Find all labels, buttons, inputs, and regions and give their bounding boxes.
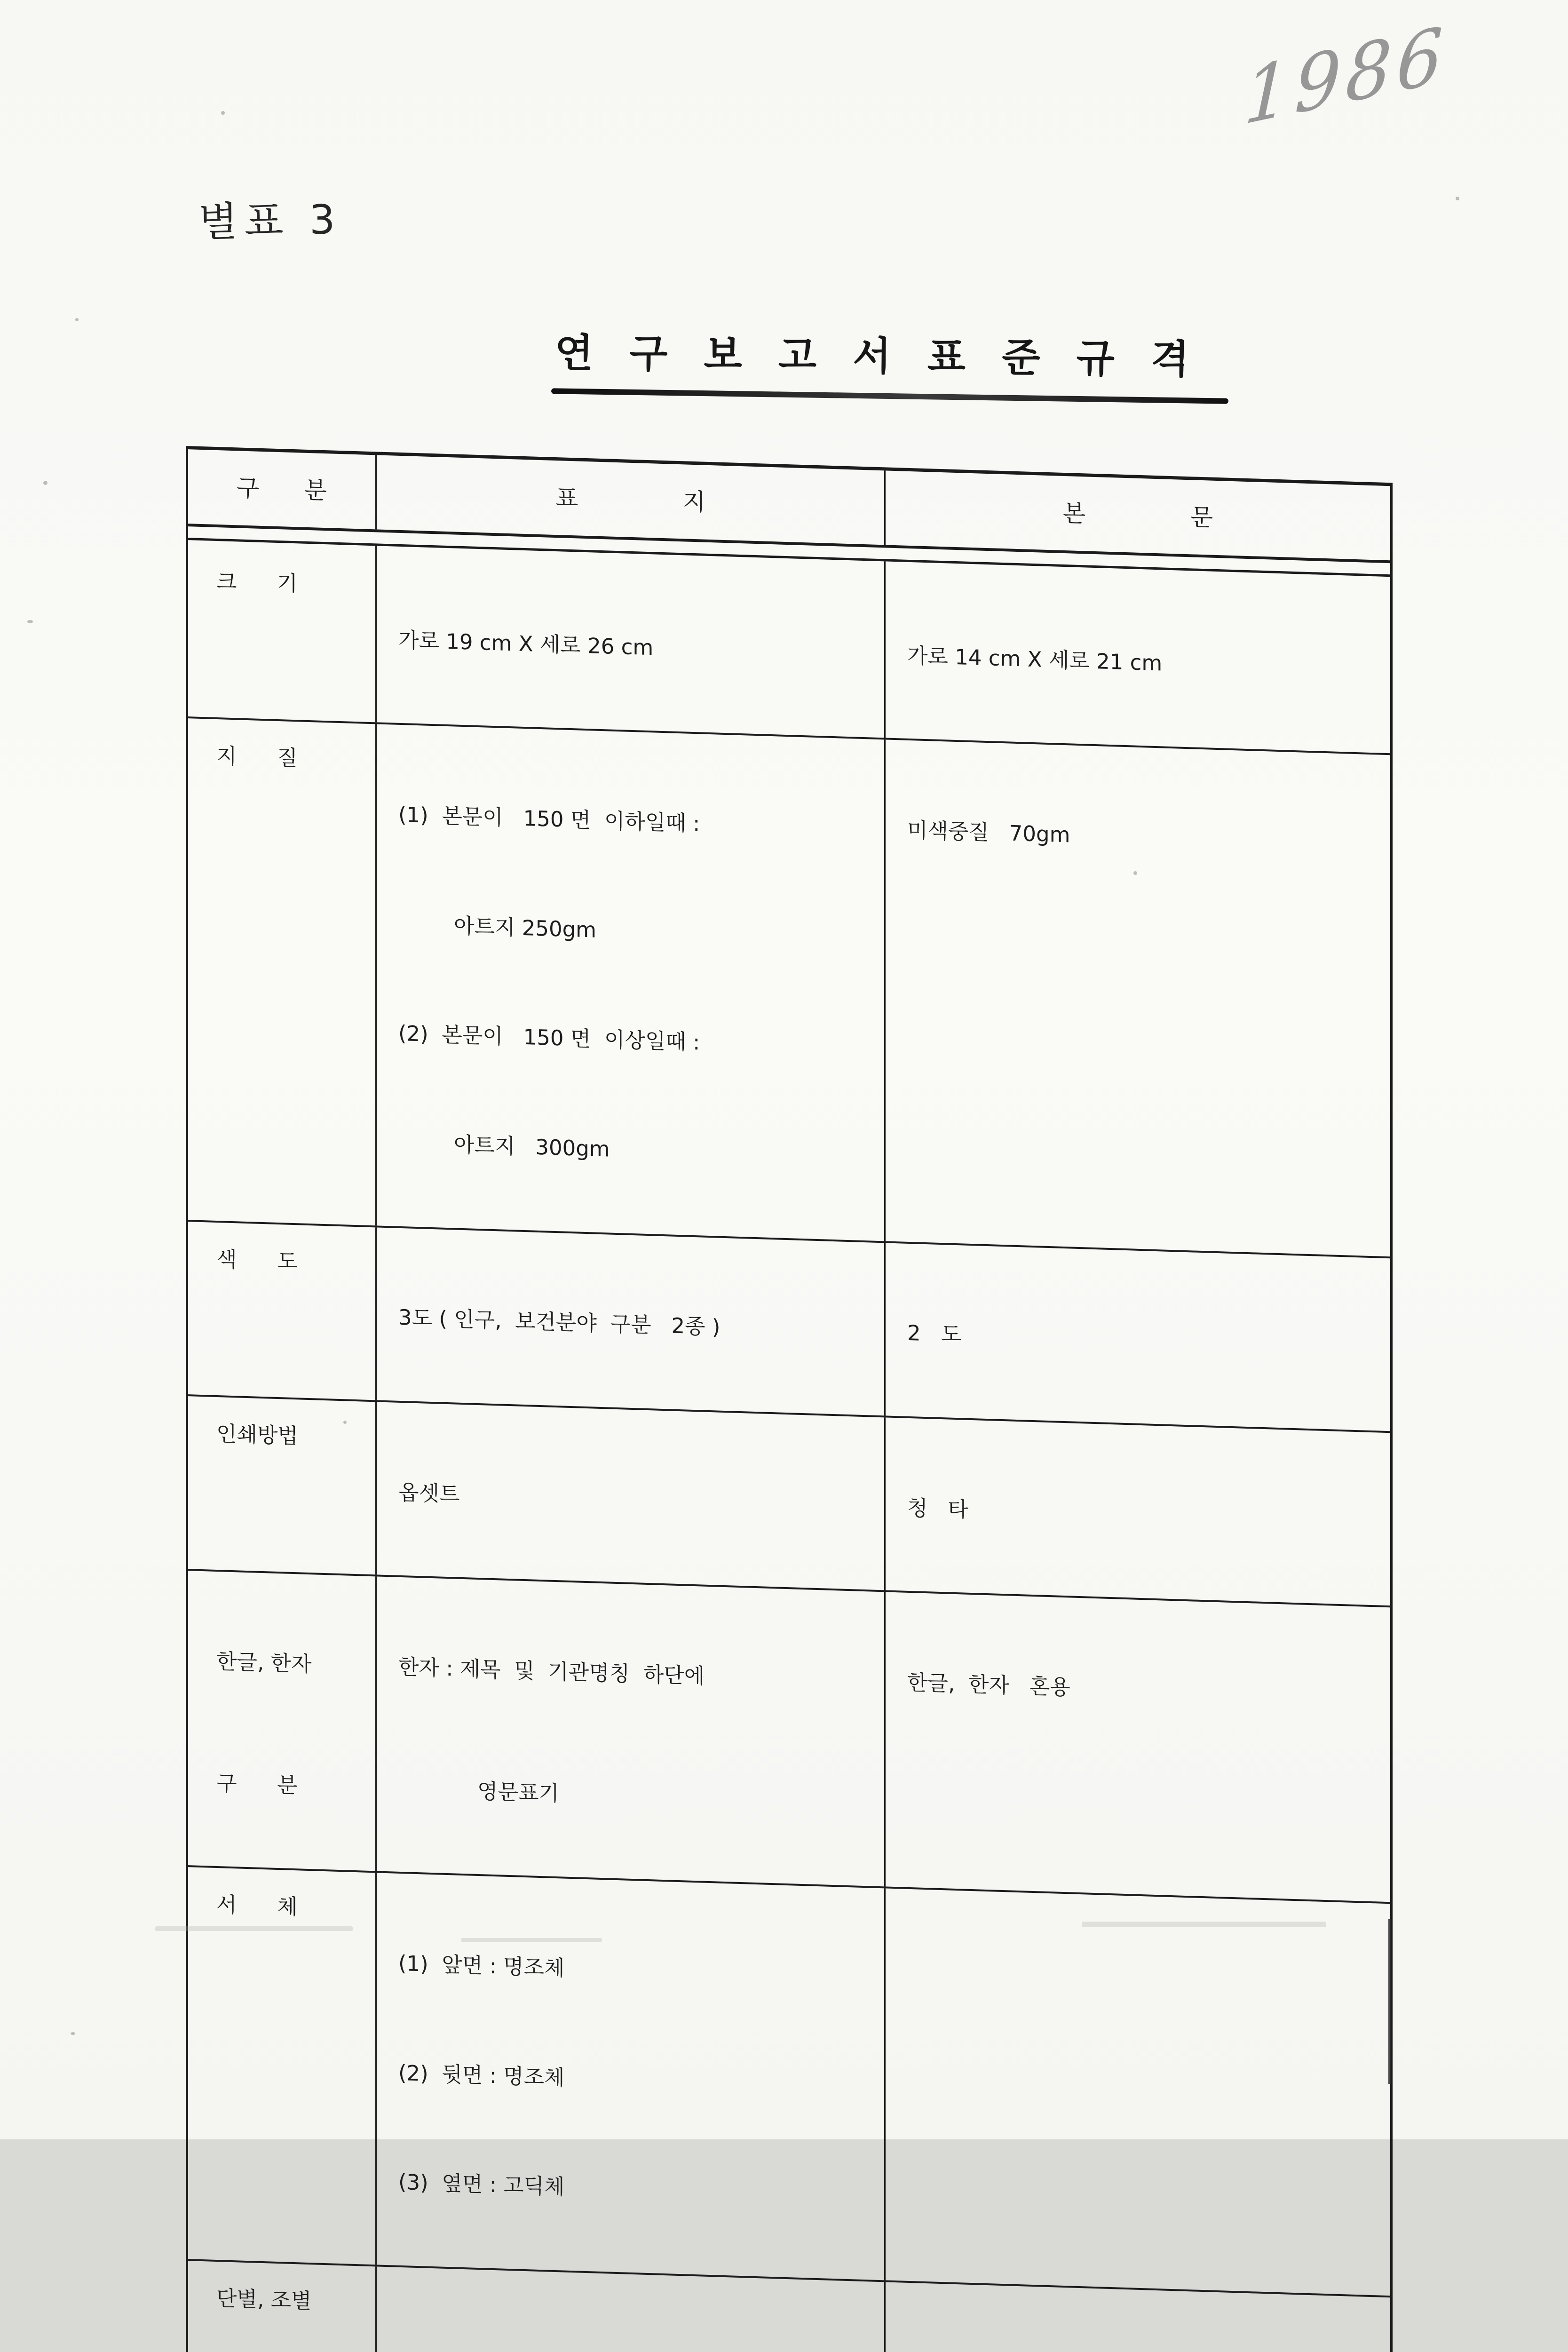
scan-speck: [1456, 197, 1459, 200]
paper-body-cell: [884, 740, 1390, 1256]
typeface-cover-cell: [375, 1873, 884, 2280]
printing-cover-cell: [375, 1402, 884, 1590]
cell-line: 영문표기: [477, 1778, 559, 1806]
handwritten-year-note: 1986: [1242, 10, 1449, 143]
cell-line: 청 타: [907, 1495, 968, 1522]
cell-line: 가로 19 cm X 세로 26 cm: [398, 627, 654, 660]
spec-table: [186, 446, 1393, 2352]
table-row-hangul-hanja: [188, 1569, 1390, 1902]
cell-line: 한글, 한자 혼용: [907, 1669, 1070, 1700]
cell-line: 구 분: [216, 1770, 298, 1798]
table-row-typeface: [188, 1865, 1390, 2296]
scan-speck: [1133, 871, 1137, 875]
cell-line: 2 도: [907, 1320, 962, 1347]
scan-speck: [221, 111, 225, 115]
hangul-hanja-body-cell: [884, 1592, 1390, 1902]
scan-speck: [75, 318, 79, 321]
scan-speck: [71, 2032, 75, 2035]
scan-smudge: [1082, 1922, 1326, 1927]
scan-speck: [343, 1421, 347, 1424]
header-cell-category: 구 분: [237, 474, 327, 504]
cell-line: 아트지 250gm: [454, 913, 597, 943]
cell-line: 3도 ( 인구, 보건분야 구분 2종 ): [398, 1305, 721, 1340]
typeface-body-cell: [884, 1889, 1390, 2296]
table-row-printing: [188, 1394, 1390, 1605]
scan-speck: [27, 620, 33, 623]
annex-label: 별표 3: [198, 196, 342, 246]
hangul-hanja-cover-cell: [375, 1577, 884, 1887]
cell-line: (2) 뒷면 : 명조체: [398, 2060, 565, 2090]
scan-speck: [43, 481, 48, 485]
cell-line: (3) 옆면 : 고딕체: [398, 2169, 565, 2200]
row-label-size: 크 기: [216, 568, 298, 596]
row-label-columns: 단별, 조별: [216, 2285, 312, 2314]
cell-line: 아트지 300gm: [454, 1132, 610, 1162]
table-row-paper: [188, 716, 1390, 1256]
size-body-cell: [884, 561, 1390, 753]
row-label-colors: 색 도: [216, 1246, 298, 1274]
cell-line: 미색중질 70gm: [907, 817, 1070, 848]
cell-line: 가로 14 cm X 세로 21 cm: [907, 643, 1163, 675]
table-row-size: [188, 540, 1390, 753]
cell-line: 한글, 한자: [216, 1648, 312, 1677]
table-row-colors: [188, 1220, 1390, 1431]
header-cell-cover: 표 지: [375, 455, 884, 545]
row-label-paper: 지 질: [216, 743, 298, 771]
size-cover-cell: [375, 546, 884, 738]
cell-line: 옵셋트: [398, 1479, 460, 1507]
document-title: 연 구 보 고 서 표 준 규 격: [554, 329, 1201, 383]
scan-smudge: [155, 1926, 353, 1931]
row-label-printing: 인쇄방법: [216, 1421, 298, 1449]
row-label-typeface: 서 체: [216, 1892, 298, 1920]
header-cell-body: 본 문: [884, 470, 1390, 560]
printing-body-cell: [884, 1417, 1390, 1605]
title-underline: [551, 388, 1228, 404]
scan-edge-artifact: [1388, 1919, 1391, 2084]
cell-line: (1) 본문이 150 면 이하일때 :: [398, 802, 700, 836]
columns-cover-cell: [375, 2266, 884, 2352]
cell-line: (2) 본문이 150 면 이상일때 :: [398, 1021, 700, 1055]
scan-smudge: [461, 1938, 602, 1942]
colors-cover-cell: [375, 1227, 884, 1415]
cell-line: (1) 앞면 : 명조체: [398, 1950, 565, 1981]
colors-body-cell: [884, 1243, 1390, 1431]
row-label-hangul-hanja: [188, 1571, 375, 1871]
paper-cover-cell: [375, 724, 884, 1241]
cell-line: 한자 : 제목 및 기관명칭 하단에: [398, 1654, 705, 1689]
